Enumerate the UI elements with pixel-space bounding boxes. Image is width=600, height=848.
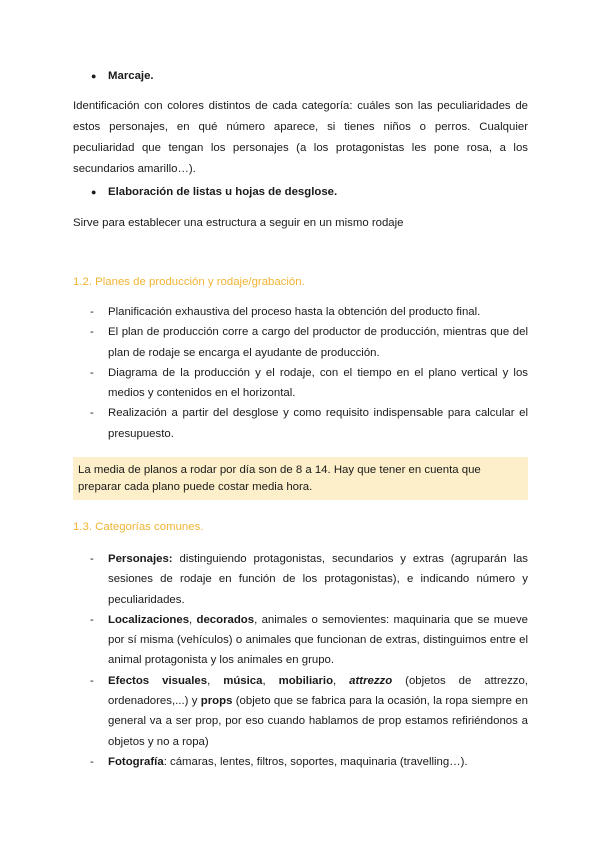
section-13-list <box>73 549 528 772</box>
list-item <box>73 549 528 610</box>
dash-marker: - <box>90 613 94 626</box>
list-item-text: El plan de producción corre a cargo del productor de producción, mientras que del plan de rodaje se encarga el ayudante de producción. <box>108 326 528 359</box>
list-item <box>73 671 528 752</box>
section-13-title: 1.3. Categorías comunes. <box>73 521 204 533</box>
dash-marker: - <box>90 326 94 339</box>
marcaje-paragraph: Identificación con colores distintos de cada categoría: cuáles son las peculiaridades de estos personajes, en qué número aparece, si tienes niños o perros. Cualquier peculiaridad que tengan los personajes (a los protagonistas les pone rosa, a los secundarios amarillo…). <box>73 100 528 175</box>
dash-marker: - <box>90 755 94 768</box>
category-lead: Personajes: <box>108 553 173 565</box>
separator: , <box>189 613 197 626</box>
category-lead: decorados <box>196 613 255 626</box>
dash-marker: - <box>90 407 94 420</box>
category-lead: mobiliario <box>278 674 334 687</box>
category-text: , animales o semovientes: maquinaria que se mueve por sí misma (vehículos) o animales que funcionan de extras, distinguimos entre el animal protagonista y los animales en grupo. <box>108 613 528 667</box>
category-lead: Efectos visuales <box>108 674 208 687</box>
list-item <box>73 322 528 363</box>
category-lead: props <box>200 695 233 708</box>
category-text: (objeto que se fabrica para la ocasión, la ropa siempre en general va a ser prop, por eso cuando hablamos de prop estamos refiriéndonos a objetos y no a ropa) <box>108 695 528 748</box>
bullet-icon: ● <box>91 187 97 197</box>
section-12-title: 1.2. Planes de producción y rodaje/grabación. <box>73 276 305 288</box>
callout-note: La media de planos a rodar por día son de 8 a 14. Hay que tener en cuenta que preparar cada plano puede costar media hora. <box>73 457 528 500</box>
list-item-text: Planificación exhaustiva del proceso hasta la obtención del producto final. <box>108 306 481 318</box>
desglose-title: Elaboración de listas u hojas de desglose. <box>108 186 338 198</box>
category-lead: música <box>223 674 263 687</box>
section-12-list <box>73 302 528 444</box>
list-item <box>73 403 528 444</box>
list-item-text: Diagrama de la producción y el rodaje, con el tiempo en el plano vertical y los medios y contenidos en el horizontal. <box>108 366 528 400</box>
separator: , <box>262 674 279 687</box>
desglose-heading <box>73 186 528 198</box>
category-text: distinguiendo protagonistas, secundarios y extras (agruparán las sesiones de rodaje en función de los protagonistas), e indicando número y peculiaridades. <box>108 553 528 606</box>
separator: , <box>333 674 350 687</box>
bullet-icon: ● <box>91 71 97 81</box>
category-lead: Localizaciones <box>108 613 190 626</box>
list-item-text: Realización a partir del desglose y como requisito indispensable para calcular el presupuesto. <box>108 407 528 440</box>
dash-marker: - <box>90 553 94 565</box>
marcaje-heading <box>73 70 528 82</box>
list-item <box>73 610 528 671</box>
dash-marker: - <box>90 674 94 687</box>
list-item <box>73 363 528 404</box>
category-text: (objetos de attrezzo, ordenadores,...) y <box>108 674 528 708</box>
desglose-paragraph: Sirve para establecer una estructura a seguir en un mismo rodaje <box>73 217 404 229</box>
separator: , <box>207 674 224 687</box>
category-lead: Fotografía <box>108 755 164 768</box>
category-text: : cámaras, lentes, filtros, soportes, maquinaria (travelling…). <box>163 755 468 768</box>
dash-marker: - <box>90 306 94 318</box>
list-item <box>73 752 528 772</box>
category-lead: attrezzo <box>349 674 393 687</box>
marcaje-title: Marcaje. <box>108 70 154 82</box>
list-item <box>73 302 528 322</box>
dash-marker: - <box>90 366 94 379</box>
